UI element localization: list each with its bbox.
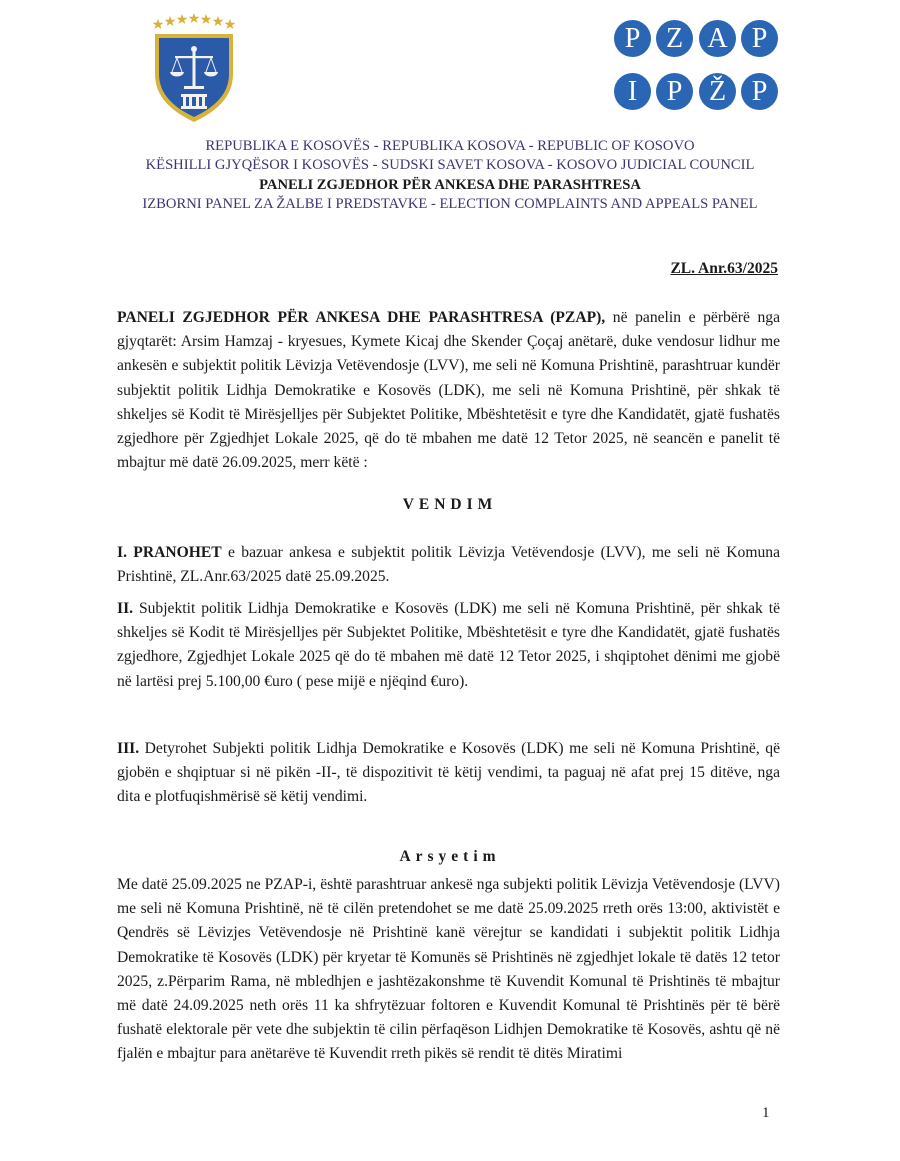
decision-point-3-label: III.	[117, 740, 140, 757]
decision-point-2-text: Subjektit politik Lidhja Demokratike e Kosovës (LDK) me seli në Komuna Prishtinë, për shkak të shkeljes së Kodit të Mirësjelljes për Subjektet Politike, Mbështetësit e tyre dhe Kandidatët, gjatë fushatës zgjedhore, Zgjedhjet Lokale 2025 që do të mbahen më datë 12 Tetor 2025, i shqiptohet dënimi me gjobë në lartësi prej 5.100,00 €uro ( pese mijë e njëqind €uro).	[117, 600, 780, 690]
decision-point-2-label: II.	[117, 600, 134, 617]
intro-text: në panelin e përbërë nga gjyqtarët: Arsim Hamzaj - kryesues, Kymete Kicaj dhe Skender Çoçaj anëtarë, duke vendosur lidhur me ankesën e subjektit politik Lëvizja Vetëvendosje (LVV), me seli në Komuna Prishtinë, parashtruar kundër subjektit politik Lidhja Demokratike e Kosovës (LDK), me seli në Komuna Prishtinë, për shkak të shkeljes së Kodit të Mirësjelljes për Subjektet Politike, Mbështetësit e tyre dhe Kandidatët, gjatë fushatës zgjedhore për Zgjedhjet Lokale 2025, që do të mbahen me datë 12 Tetor 2025, në seancën e panelit të mbajtur më datë 26.09.2025, merr këtë :	[117, 309, 780, 472]
logo-letter: I	[614, 73, 651, 110]
reasoning-paragraph: Me datë 25.09.2025 ne PZAP-i, është parashtruar ankesë nga subjekti politik Lëvizja Vetëvendosje (LVV) me seli në Komuna Prishtinë, në të cilën pretendohet se me datë 25.09.2025 rreth orës 13:00, aktivistët e Qendrës së Lëvizjes Vetëvendosje në Prishtinë kanë vërejtur se kandidati i subjektit politik Lidhja Demokratike të Kosovës (LDK) për kryetar të Komunës së Prishtinës në zgjedhjet lokale të datës 12 tetor 2025, z.Përparim Rama, në mbledhjen e jashtëzakonshme të Kuvendit Komunal të Prishtinës të mbajtur më datë 24.09.2025 neth orës 11 ka shfrytëzuar foltoren e Kuvendit Komunal të Prishtinës për të bërë fushatë elektorale për vete dhe subjektin të cilin përfaqëson Lidhjen Demokratike të Kosovës, ashtu që në fjalën e mbajtur para anëtarëve të Kuvendit rreth pikës së rendit të ditës Miratimi	[117, 876, 780, 1063]
decision-point-1-text: e bazuar ankesa e subjektit politik Lëvizja Vetëvendosje (LVV), me seli në Komuna Prishtinë, ZL.Anr.63/2025 datë 25.09.2025.	[117, 544, 780, 586]
pzap-ipzp-logo	[614, 20, 779, 114]
logo-letter: P	[741, 20, 778, 57]
decision-point-3-text: Detyrohet Subjekti politik Lidhja Demokratike e Kosovës (LDK) me seli në Komuna Prishtinë, që gjobën e shqiptuar si në pikën -II-, të dispozitivit të këtij vendimi, ta paguaj në afat prej 15 ditëve, nga dita e plotfuqishmërisë së këtij vendimi.	[117, 740, 780, 806]
header-panel-translations: IZBORNI PANEL ZA ŽALBE I PREDSTAVKE - ELECTION COMPLAINTS AND APPEALS PANEL	[142, 196, 758, 212]
intro-paragraph	[117, 306, 780, 475]
header-panel-name: PANELI ZGJEDHOR PËR ANKESA DHE PARASHTRESA	[259, 177, 641, 193]
decision-point-3	[117, 737, 780, 810]
decision-point-1	[117, 541, 780, 589]
logo-letter: P	[656, 73, 693, 110]
header-republic: REPUBLIKA E KOSOVËS - REPUBLIKA KOSOVA - REPUBLIC OF KOSOVO	[205, 138, 695, 154]
logo-letter: P	[741, 73, 778, 110]
reasoning-heading: Arsyetim	[399, 848, 501, 865]
stars-icon	[153, 13, 236, 29]
decision-point-1-label: I. PRANOHET	[117, 544, 222, 561]
logo-letter: A	[699, 20, 736, 57]
decision-point-2	[117, 597, 780, 694]
decision-heading: VENDIM	[402, 496, 498, 513]
logo-letter: Ž	[699, 73, 736, 110]
logo-letter: P	[614, 20, 651, 57]
header-judicial-council: KËSHILLI GJYQËSOR I KOSOVËS - SUDSKI SAVET KOSOVA - KOSOVO JUDICIAL COUNCIL	[145, 157, 755, 173]
logo-letter: Z	[656, 20, 693, 57]
judicial-council-emblem	[151, 12, 237, 124]
case-number: ZL. Anr.63/2025	[670, 260, 778, 277]
page-number: 1	[762, 1105, 770, 1121]
intro-panel-name: PANELI ZGJEDHOR PËR ANKESA DHE PARASHTRESA (PZAP),	[117, 309, 606, 326]
